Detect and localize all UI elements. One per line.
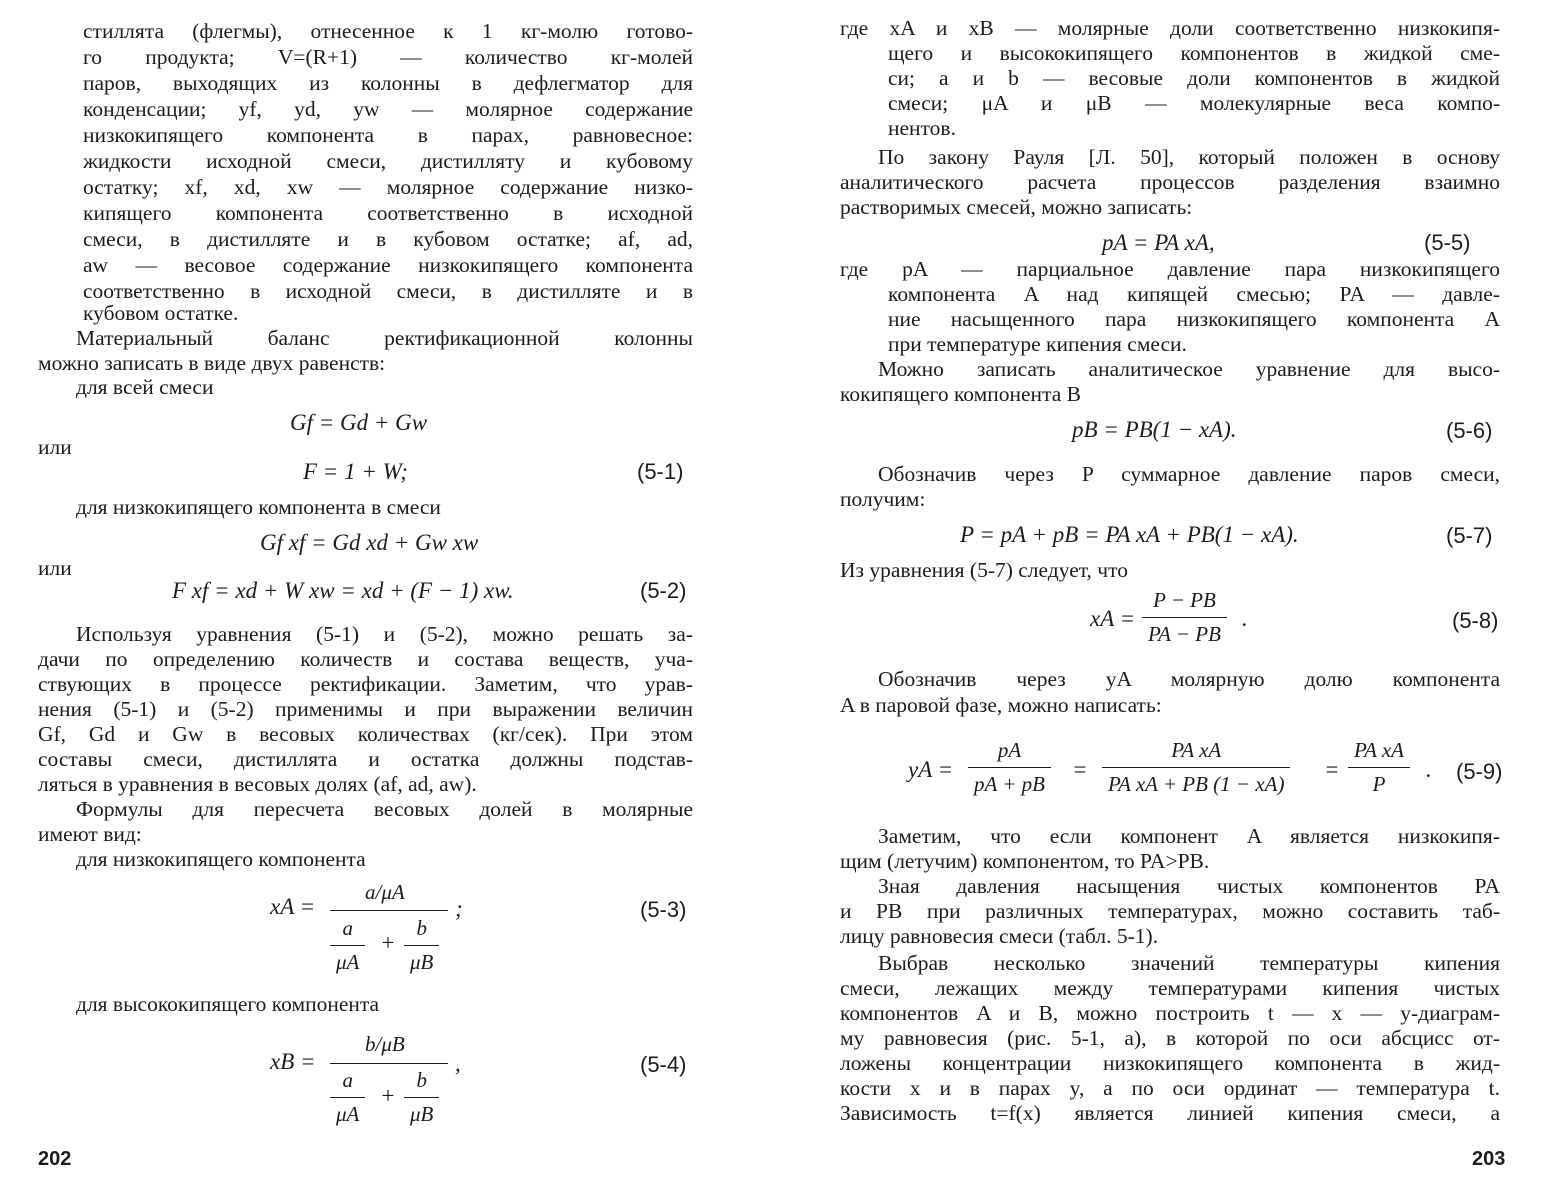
fraction: $\frac{a}{\mu A}$ (330, 1068, 365, 1127)
text-line: По закону Рауля [Л. 50], который положен в основу (878, 145, 1500, 169)
equation-number: (5-5) (1424, 230, 1471, 255)
text-line: щего и высококипящего компонентов в жидкой сме- (888, 41, 1500, 65)
right-page (772, 0, 1544, 1190)
text-line: остатку; xf, xd, xw — молярное содержание низко- (83, 175, 693, 199)
formula-lhs: xB = (270, 1049, 316, 1074)
text-line: Из уравнения (5-7) следует, что (840, 558, 1128, 582)
text-line: соответственно в исходной смеси, в дистилляте и в (83, 279, 693, 303)
text-line: Формулы для пересчета весовых долей в молярные (76, 797, 693, 821)
text-line: где pA — парциальное давление пара низкокипящего (840, 257, 1500, 281)
text-line: Обозначив через P суммарное давление паров смеси, (878, 462, 1500, 486)
fraction: $\frac{\text{PA xA}}{\text{PA xA + PB (1 − xA)}}$ (1102, 738, 1290, 797)
text-line: для высококипящего компонента (76, 992, 380, 1016)
equation-number: (5-6) (1446, 418, 1493, 443)
text-line: стиллята (флегмы), отнесенное к 1 кг-молю готово- (83, 19, 693, 43)
text-line: низкокипящего компонента в парах, равновесное: (83, 123, 693, 147)
equation: F xf = xd + W xw = xd + (F − 1) xw. (172, 578, 514, 603)
equation: pA = PA xA, (1102, 230, 1215, 255)
text-line: для низкокипящего компонента в смеси (76, 495, 441, 519)
fraction: $\frac{\text{PA xA}}{P}$ (1348, 738, 1410, 797)
text-line: и PB при различных температурах, можно составить таб- (840, 899, 1500, 923)
text-line: си; a и b — весовые доли компонентов в жидкой (888, 66, 1500, 90)
text-line: нентов. (888, 116, 956, 140)
formula-numerator: a/μA (365, 880, 405, 904)
text-line: Заметим, что если компонент A является низкокипя- (878, 824, 1500, 848)
text-line: аналитического расчета процессов разделения взаимно (840, 170, 1500, 194)
text-line: конденсации; yf, yd, yw — молярное содержание (83, 97, 693, 121)
text-line: го продукта; V=(R+1) — количество кг-молей (83, 45, 693, 69)
fraction: $\frac{P - PB}{PA - PB}$ (1142, 588, 1227, 647)
text-line: Материальный баланс ректификационной колонны (76, 326, 693, 350)
text-line: му равновесия (рис. 5-1, a), в которой по оси абсцисс от- (840, 1026, 1500, 1050)
formula-lhs: xA = (270, 894, 316, 919)
fraction: $\frac{a}{\mu A}$ (330, 916, 365, 975)
text-line: где xA и xB — молярные доли соответственно низкокипя- (840, 16, 1500, 40)
equation-number: (5-8) (1452, 608, 1499, 633)
equation-number: (5-1) (637, 459, 684, 484)
text-line: жидкости исходной смеси, дистилляту и кубовому (83, 149, 693, 173)
text-line: при температуре кипения смеси. (888, 332, 1187, 356)
text-line: получим: (840, 487, 926, 511)
fraction: $\frac{b}{\mu B}$ (404, 916, 439, 975)
text-line: паров, выходящих из колонны в дефлегматор для (83, 71, 693, 95)
text-line: дачи по определению количеств и состава веществ, уча- (38, 647, 693, 671)
text-line: смеси, лежащих между температурами кипения чистых (840, 976, 1500, 1000)
text-line: кубовом остатке. (83, 301, 239, 325)
text-line: ствующих в процессе ректификации. Заметим, что урав- (38, 672, 693, 696)
equation-number: (5-2) (640, 578, 687, 603)
text-line: ложены концентрации низкокипящего компонента в жид- (840, 1051, 1500, 1075)
equation-number: (5-4) (640, 1052, 687, 1077)
text-line: или (38, 435, 72, 459)
text-line: A в паровой фазе, можно написать: (840, 693, 1162, 717)
equation: Gf = Gd + Gw (290, 410, 428, 435)
text-line: компонента A над кипящей смесью; PA — давле- (888, 282, 1500, 306)
formula-operator: = (1072, 757, 1088, 782)
text-line: Выбрав несколько значений температуры кипения (878, 951, 1500, 975)
equation-number: (5-3) (640, 897, 687, 922)
fraction: $\frac{pA}{pA + pB}$ (968, 738, 1051, 797)
text-line: кипящего компонента соответственно в исходной (83, 201, 693, 225)
fraction-bar (330, 910, 448, 911)
text-line: Зависимость t=f(x) является линией кипения смеси, а (840, 1101, 1500, 1125)
formula-lhs: xA = (1090, 606, 1136, 631)
text-line: Обозначив через yA молярную долю компонента (878, 667, 1500, 691)
text-line: Можно записать аналитическое уравнение для высо- (878, 357, 1500, 381)
text-line: или (38, 556, 72, 580)
text-line: можно записать в виде двух равенств: (38, 351, 386, 375)
equation: F = 1 + W; (303, 459, 408, 484)
formula-operator: + (380, 930, 396, 955)
text-line: Используя уравнения (5-1) и (5-2), можно решать за- (76, 622, 693, 646)
text-line: нения (5-1) и (5-2) применимы и при выражении величин (38, 697, 693, 721)
formula-tail: ; (455, 896, 463, 921)
text-line: щим (летучим) компонентом, то PA>PB. (840, 849, 1210, 873)
equation-number: (5-9) (1456, 759, 1503, 784)
text-line: растворимых смесей, можно записать: (840, 195, 1193, 219)
text-line: лицу равновесия смеси (табл. 5-1). (840, 924, 1159, 948)
formula-operator: = (1324, 757, 1340, 782)
text-line: смеси; μA и μB — молекулярные веса компо- (888, 91, 1500, 115)
page-number: 203 (1472, 1148, 1506, 1170)
formula-operator: + (380, 1083, 396, 1108)
text-line: кокипящего компонента B (840, 382, 1081, 406)
fraction: $\frac{b}{\mu B}$ (404, 1068, 439, 1127)
formula-tail: , (455, 1051, 461, 1076)
text-line: смеси, в дистилляте и в кубовом остатке; af, ad, (83, 227, 693, 251)
equation: pB = PB(1 − xA). (1072, 417, 1237, 442)
formula-numerator: b/μB (365, 1032, 405, 1056)
formula-lhs: yA = (908, 757, 954, 782)
text-line: компонентов A и B, можно построить t — x — y-диаграм- (840, 1001, 1500, 1025)
text-line: ляться в уравнения в весовых долях (af, ad, aw). (38, 772, 477, 796)
text-line: имеют вид: (38, 822, 142, 846)
text-line: Зная давления насыщения чистых компонентов PA (878, 874, 1500, 898)
text-line: для низкокипящего компонента (76, 847, 366, 871)
equation: P = pA + pB = PA xA + PB(1 − xA). (960, 522, 1299, 547)
text-line: составы смеси, дистиллята и остатка должны подстав- (38, 747, 693, 771)
equation-number: (5-7) (1446, 523, 1493, 548)
formula-tail: . (1242, 606, 1248, 631)
page-number: 202 (38, 1148, 72, 1170)
text-line: Gf, Gd и Gw в весовых количествах (кг/сек). При этом (38, 722, 693, 746)
fraction-bar (330, 1063, 448, 1064)
text-line: кости x и в парах y, а по оси ординат — температура t. (840, 1076, 1500, 1100)
text-line: ние насыщенного пара низкокипящего компонента A (888, 307, 1500, 331)
equation: Gf xf = Gd xd + Gw xw (260, 530, 479, 555)
formula-tail: . (1426, 757, 1432, 782)
text-line: aw — весовое содержание низкокипящего компонента (83, 253, 693, 277)
text-line: для всей смеси (76, 375, 214, 399)
